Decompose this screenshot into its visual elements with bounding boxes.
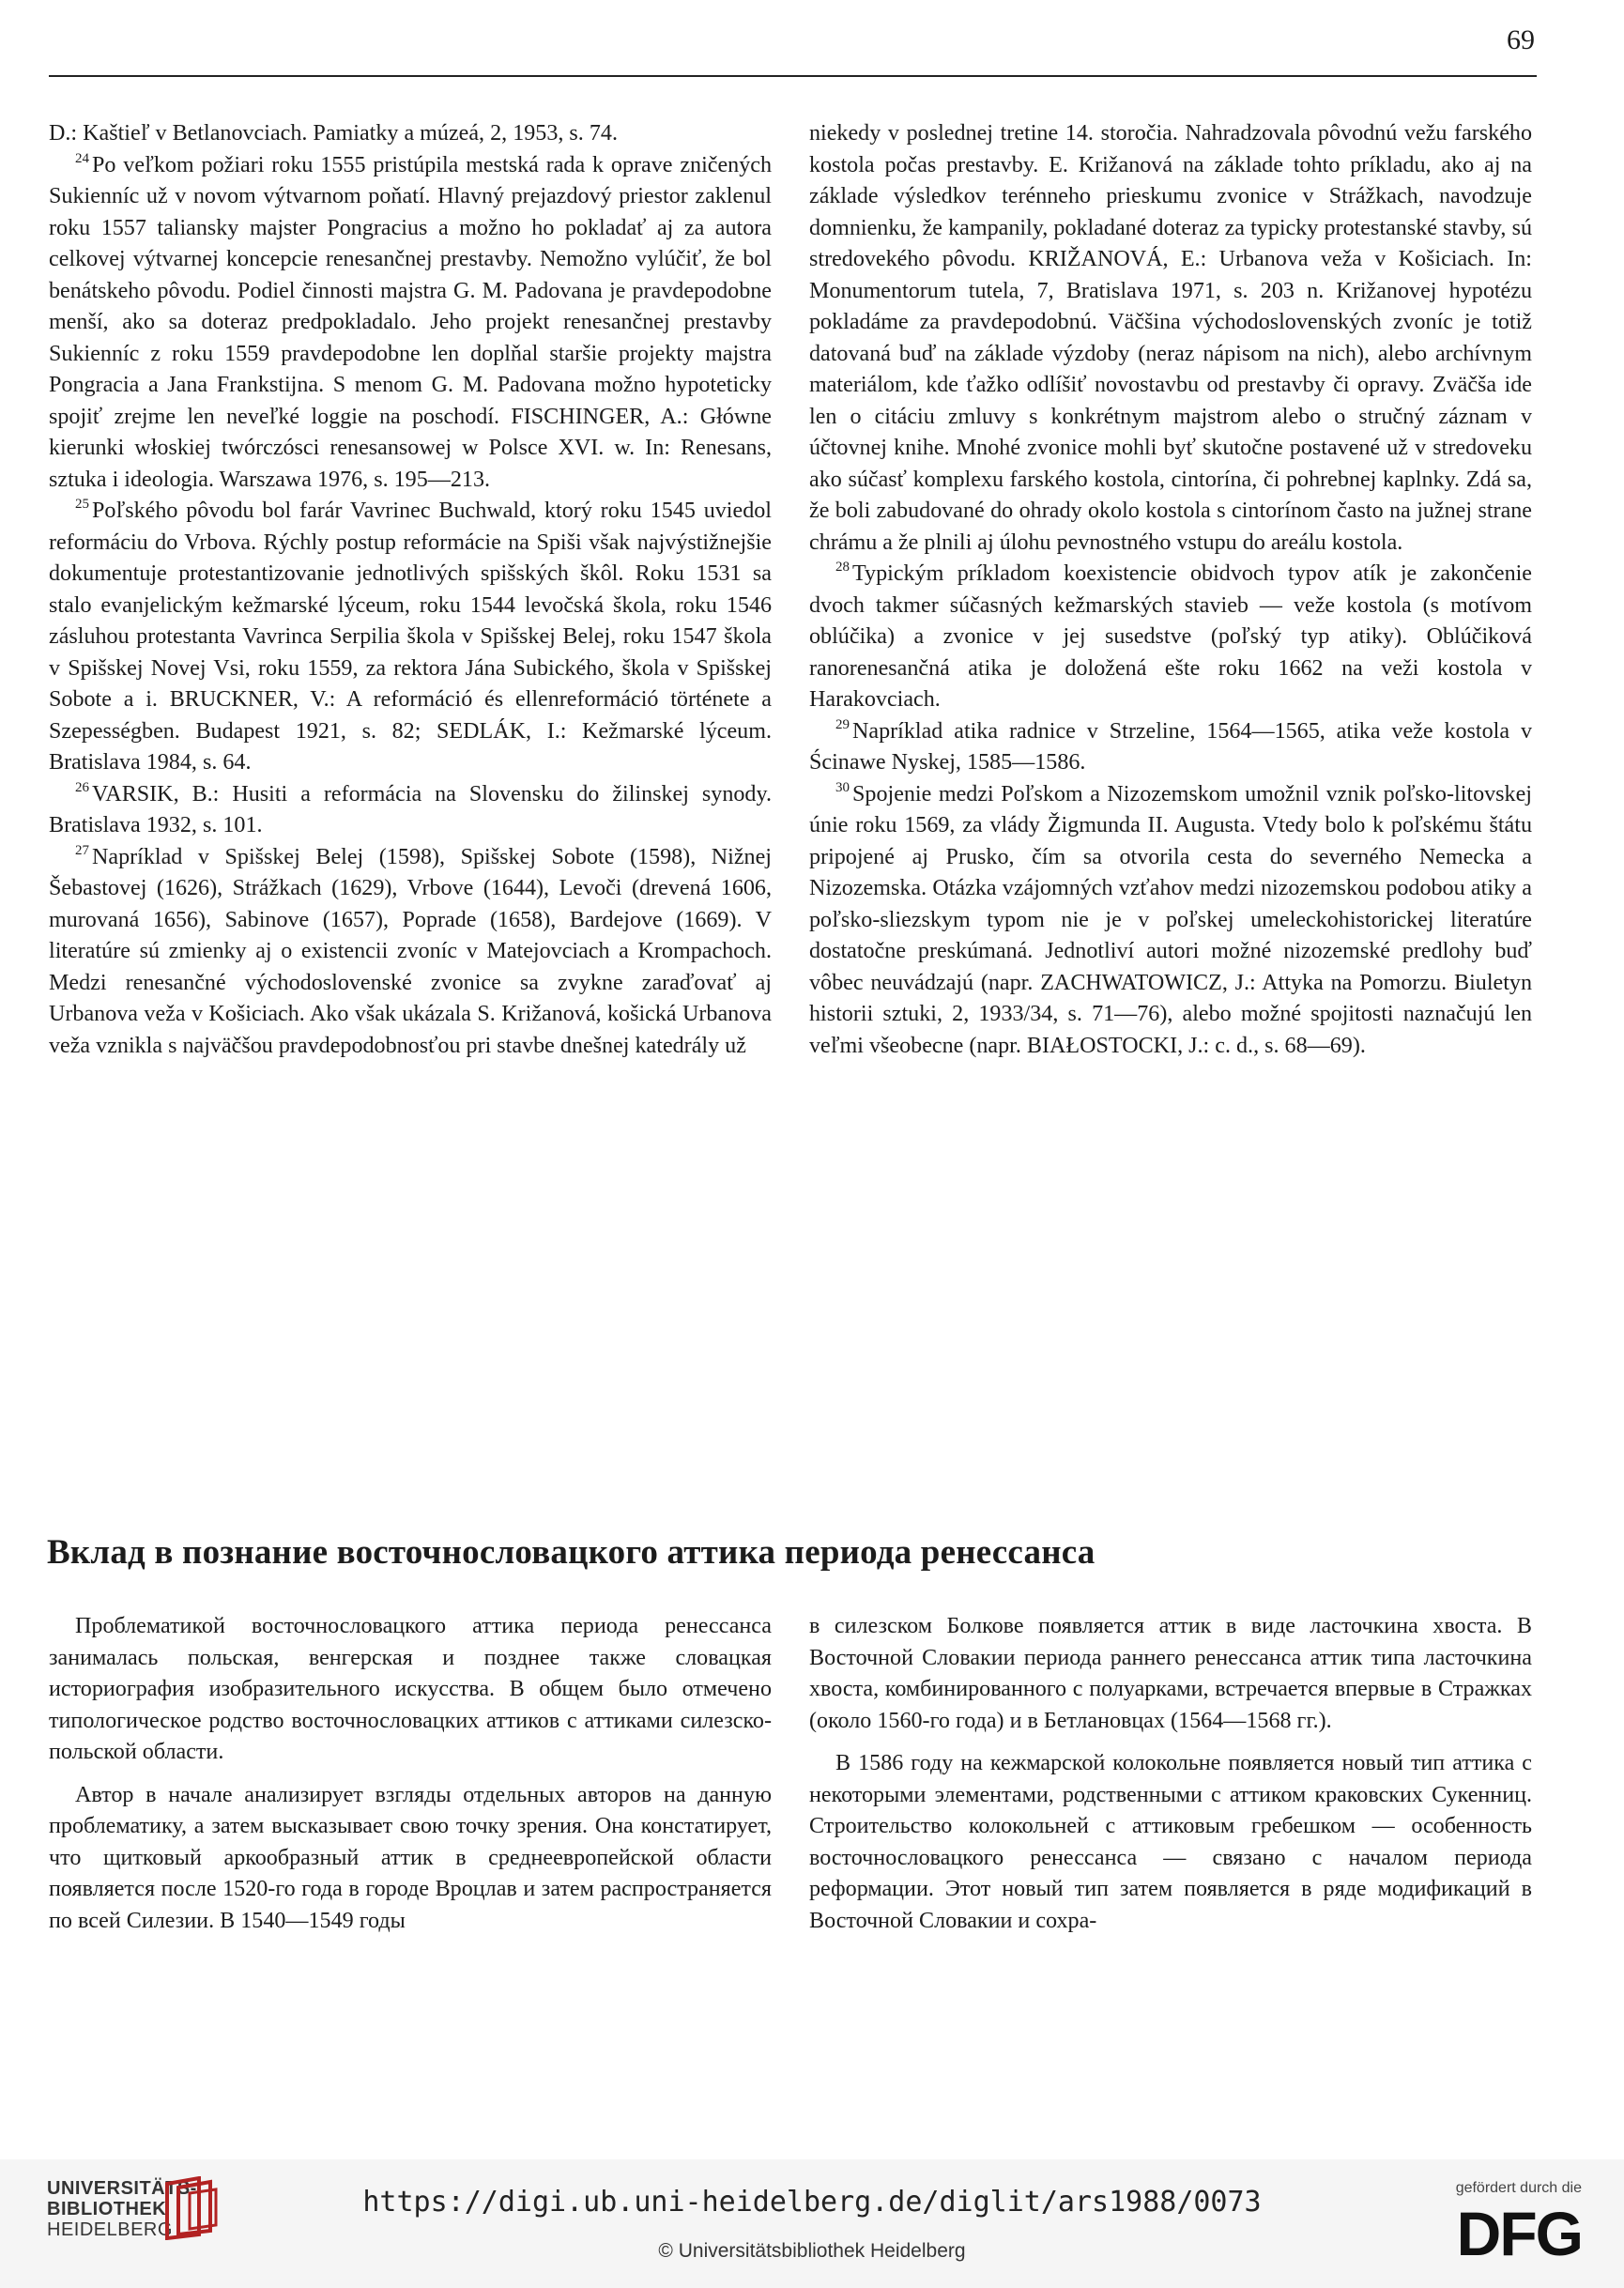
footnote-text: Napríklad atika radnice v Strzeline, 1564—1565, atika veže kostola v Ścinawe Nyskej, 1585—1586.	[809, 718, 1532, 775]
footnote	[809, 559, 1532, 716]
footnote	[49, 779, 772, 842]
footnote	[809, 716, 1532, 779]
resume-right-column	[809, 1611, 1532, 1937]
footnote	[809, 118, 1532, 559]
resume-paragraph: Проблематикой восточнословацкого аттика периода ренессанса занималась польская, венгерская и позднее также словацкая историография изобразительного искусства. В общем было отмечено типологическое родство восточнословацких аттиков с аттиками силезско-польской области.	[49, 1614, 772, 1764]
footnote-text: Typickým príkladom koexistencie obidvoch typov atík je zakončenie dvoch takmer súčasných kežmarských stavieb — veže kostola (s motívom oblúčika) a zvonice v jej susedstve (poľský typ atiky). Oblúčiková ranorenesančná atika je doložená ešte roku 1662 na veži kostola v Harakovciach.	[809, 561, 1532, 712]
funder-label: gefördert durch die	[1455, 2180, 1582, 2196]
dfg-logo: DFG	[1456, 2199, 1582, 2268]
resume-left-column	[49, 1611, 772, 1937]
permalink-url[interactable]: https://digi.ub.uni-heidelberg.de/diglit/ars1988/0073	[362, 2186, 1262, 2219]
footnotes-right-column	[809, 118, 1532, 1062]
library-name-line1: UNIVERSITÄTS-	[47, 2178, 197, 2199]
footnote	[49, 842, 772, 1063]
resume-title: Вклад в познание восточнословацкого аттика периода ренессанса	[47, 1533, 1095, 1572]
footnote-number: 25	[75, 497, 89, 512]
footnote-number: 30	[835, 779, 850, 795]
footnote-number: 29	[835, 716, 850, 732]
footnote	[49, 118, 772, 150]
resume-paragraph: Автор в начале анализирует взгляды отдельных авторов на данную проблематику, а затем высказывает свою точку зрения. Она констатирует, что щитковый аркообразный аттик в среднеевропейской области появляется после 1520-го года в городе Вроцлав и затем распространяется по всей Силезии. В 1540—1549 годы	[49, 1782, 772, 1933]
footnote-number: 27	[75, 842, 89, 858]
footnote-text: Po veľkom požiari roku 1555 pristúpila mestská rada k oprave zničených Sukienníc už v novom výtvarnom poňatí. Hlavný prejazdový priestor zaklenul roku 1557 taliansky majster Pongracius a možno ho pokladať aj za autora celkovej výtvarnej koncepcie renesančnej prestavby. Nemožno vylúčiť, že bol benátskeho pôvodu. Podiel činnosti majstra G. M. Padovana je pravdepodobne menší, ako sa doteraz predpokladalo. Jeho projekt renesančnej prestavby Sukienníc z roku 1559 pravdepodobne len doplňal staršie projekty majstra Pongracia a Jana Frankstijna. S menom G. M. Padovana možno hypoteticky spojiť zrejme len neveľké loggie na poschodí. FISCHINGER, A.: Główne kierunki włoskiej twórczósci renesansowej w Polsce XVI. w. In: Renesans, sztuka i ideologia. Warszawa 1976, s. 195—213.	[49, 152, 772, 492]
footnote-text: Poľského pôvodu bol farár Vavrinec Buchwald, ktorý roku 1545 uviedol reformáciu do Vrbova. Rýchly postup reformácie na Spiši však najvýstižnejšie dokumentuje protestantizovanie jednotlivých spišských škôl. Roku 1531 sa stalo evanjelickým kežmarské lýceum, roku 1544 levočská škola, roku 1546 zásluhou protestanta Vavrinca Serpilia škola v Spišskej Belej, roku 1547 škola v Spišskej Novej Vsi, roku 1559, za rektora Jána Subického, škola v Spišskej Sobote a i. BRUCKNER, V.: A reformáció és ellenreformáció története a Szepességben. Budapest 1921, s. 82; SEDLÁK, I.: Kežmarské lýceum. Bratislava 1984, s. 64.	[49, 499, 772, 775]
header-rule	[49, 75, 1537, 77]
resume-paragraph: В 1586 году на кежмарской колокольне появляется новый тип аттика с некоторыми элементами, родственными с аттиком краковских Сукенниц. Строительство колокольней с аттиковым гребешком — особенность восточнословацкого ренессанса — связано с началом периода реформации. Этот новый тип затем появляется в ряде модификаций в Восточной Словакии и сохра-	[809, 1751, 1532, 1933]
footnote	[809, 779, 1532, 1063]
footnote	[49, 150, 772, 497]
footnote-text: VARSIK, B.: Husiti a reformácia na Slovensku do žilinskej synody. Bratislava 1932, s. 101.	[49, 781, 772, 837]
footnote-text: D.: Kaštieľ v Betlanovciach. Pamiatky a múzeá, 2, 1953, s. 74.	[49, 121, 618, 146]
footnote-text: niekedy v poslednej tretine 14. storočia. Nahradzovala pôvodnú vežu farského kostola počas prestavby. E. Križanová na základe tohto príkladu, ako aj na základe výsledkov terénneho prieskumu zvonice v Strážkach, navodzuje domnienku, že kampanily, pokladané doteraz za typicky protestanské stavby, sú stredovekého pôvodu. KRIŽANOVÁ, E.: Urbanova veža v Košiciach. In: Monumentorum tutela, 7, Bratislava 1971, s. 203 n. Križanovej hypotézu pokladáme za pravdepodobnú. Väčšina východoslovenských zvoníc je totiž datovaná buď na základe výzdoby (neraz nápisom na nich), alebo archívnym materiálom, kde ťažko odlíšiť novostavbu od prestavby či opravy. Zväčša ide len o citáciu zmluvy s konkrétnym majstrom alebo o stručný záznam v účtovnej knihe. Mnohé zvonice mohli byť skutočne postavené už v stredoveku ako súčasť komplexu farského kostola, cintorína, či pohrebnej kaplnky. Zdá sa, že boli zabudované do ohrady okolo kostola s cintorínom často na južnej strane chrámu a že plnili aj úlohu pevnostného vstupu do areálu kostola.	[809, 121, 1532, 555]
page-number: 69	[1507, 24, 1535, 55]
library-name-line3: HEIDELBERG	[47, 2219, 173, 2240]
footnotes-left-column	[49, 118, 772, 1062]
footnote-number: 28	[835, 560, 850, 575]
library-name-line2: BIBLIOTHEK	[47, 2199, 167, 2219]
resume-paragraph: в силезском Болкове появляется аттик в виде ласточкина хвоста. В Восточной Словакии периода раннего ренессанса аттик типа ласточкина хвоста, комбинированного с полуарками, встречается впервые в Стражках (около 1560-го года) и в Бетлановцах (1564—1568 гг.).	[809, 1614, 1532, 1733]
footnote-text: Napríklad v Spišskej Belej (1598), Spišskej Sobote (1598), Nižnej Šebastovej (1626), Strážkach (1629), Vrbove (1644), Levoči (drevená 1606, murovaná 1656), Sabinove (1657), Poprade (1658), Bardejove (1669). V literatúre sú zmienky aj o existencii zvoníc v Matejovciach a Krompachoch. Medzi renesančné východoslovenské zvonice sa zvykne zaraďovať aj Urbanova veža v Košiciach. Ako však ukázala S. Križanová, košická Urbanova veža vznikla s najväčšou pravdepodobnosťou pri stavbe dnešnej katedrály už	[49, 844, 772, 1058]
footer-bar	[0, 2159, 1624, 2288]
footnote-text: Spojenie medzi Poľskom a Nizozemskom umožnil vznik poľsko-litovskej únie roku 1569, za vlády Žigmunda II. Augusta. Vtedy bolo k poľskému štátu pripojené aj Prusko, čím sa otvorila cesta do severného Nemecka a Nizozemska. Otázka vzájomných vzťahov medzi nizozemskou podobou atiky a poľsko-sliezskym typom nie je v poľskej umeleckohistorickej literatúre dostatočne preskúmaná. Jednotliví autori možné nizozemské predlohy buď vôbec neuvádzajú (napr. ZACHWATOWICZ, J.: Attyka na Pomorzu. Biuletyn historii sztuki, 2, 1933/34, s. 71—76), alebo možné spojitosti naznačujú len veľmi všeobecne (napr. BIAŁOSTOCKI, J.: c. d., s. 68—69).	[809, 781, 1532, 1058]
footnote-number: 24	[75, 150, 89, 166]
footnote	[49, 496, 772, 779]
copyright-notice: © Universitätsbibliothek Heidelberg	[658, 2240, 966, 2262]
footnote-number: 26	[75, 779, 89, 795]
